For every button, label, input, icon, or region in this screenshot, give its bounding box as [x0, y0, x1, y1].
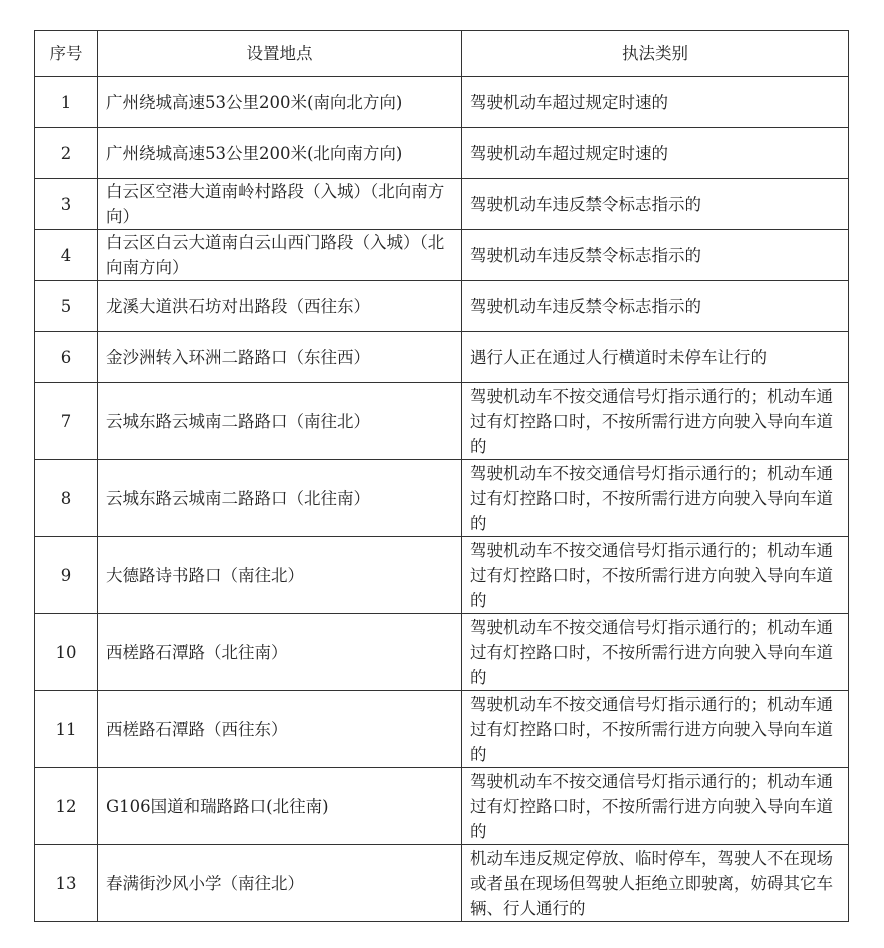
- table-row: [35, 460, 849, 537]
- row-category: 驾驶机动车不按交通信号灯指示通行的；机动车通过有灯控路口时，不按所需行进方向驶入导向车道的: [470, 694, 833, 764]
- row-category: 驾驶机动车不按交通信号灯指示通行的；机动车通过有灯控路口时，不按所需行进方向驶入导向车道的: [470, 463, 833, 533]
- row-location: 西槎路石潭路（西往东）: [106, 719, 288, 739]
- row-category: 驾驶机动车不按交通信号灯指示通行的；机动车通过有灯控路口时，不按所需行进方向驶入导向车道的: [470, 386, 833, 456]
- table-row: [35, 77, 849, 128]
- header-location: 设置地点: [98, 31, 462, 77]
- row-location: G106国道和瑞路路口(北往南): [106, 796, 329, 816]
- row-number: 5: [60, 296, 72, 316]
- row-location: 云城东路云城南二路路口（南往北）: [106, 411, 370, 431]
- table-row: [35, 614, 849, 691]
- row-category: 驾驶机动车不按交通信号灯指示通行的；机动车通过有灯控路口时，不按所需行进方向驶入导向车道的: [470, 617, 833, 687]
- row-number: 11: [55, 719, 77, 739]
- row-location: 云城东路云城南二路路口（北往南）: [106, 488, 370, 508]
- row-category: 驾驶机动车违反禁令标志指示的: [470, 194, 701, 214]
- row-number: 7: [60, 411, 72, 431]
- row-location: 春满街沙风小学（南往北）: [106, 873, 304, 893]
- row-location: 广州绕城高速53公里200米(南向北方向): [106, 92, 403, 112]
- table-row: [35, 281, 849, 332]
- table-row: [35, 537, 849, 614]
- row-location: 大德路诗书路口（南往北）: [106, 565, 304, 585]
- header-category: 执法类别: [462, 31, 849, 77]
- row-number: 4: [60, 245, 72, 265]
- row-location: 龙溪大道洪石坊对出路段（西往东）: [106, 296, 370, 316]
- row-category: 驾驶机动车违反禁令标志指示的: [470, 296, 701, 316]
- row-number: 10: [55, 642, 77, 662]
- table-row: [35, 128, 849, 179]
- row-category: 驾驶机动车超过规定时速的: [470, 92, 668, 112]
- row-number: 8: [60, 488, 72, 508]
- row-location: 白云区白云大道南白云山西门路段（入城）（北向南方向）: [106, 233, 445, 277]
- row-number: 12: [55, 796, 77, 816]
- row-number: 2: [60, 143, 72, 163]
- table-row: [35, 332, 849, 383]
- row-category: 驾驶机动车不按交通信号灯指示通行的；机动车通过有灯控路口时，不按所需行进方向驶入导向车道的: [470, 540, 833, 610]
- row-number: 3: [60, 194, 72, 214]
- row-location: 金沙洲转入环洲二路路口（东往西）: [106, 347, 370, 367]
- row-location: 西槎路石潭路（北往南）: [106, 642, 288, 662]
- table-header-row: [35, 31, 849, 77]
- row-location: 广州绕城高速53公里200米(北向南方向): [106, 143, 403, 163]
- table-row: [35, 230, 849, 281]
- row-category: 驾驶机动车超过规定时速的: [470, 143, 668, 163]
- row-category: 驾驶机动车违反禁令标志指示的: [470, 245, 701, 265]
- row-number: 13: [55, 873, 77, 893]
- row-category: 驾驶机动车不按交通信号灯指示通行的；机动车通过有灯控路口时，不按所需行进方向驶入导向车道的: [470, 771, 833, 841]
- table-row: [35, 179, 849, 230]
- table-row: [35, 845, 849, 922]
- header-no: 序号: [35, 31, 98, 77]
- table-row: [35, 691, 849, 768]
- row-category: 遇行人正在通过人行横道时未停车让行的: [470, 347, 767, 367]
- row-number: 1: [60, 92, 72, 112]
- table-row: [35, 383, 849, 460]
- row-location: 白云区空港大道南岭村路段（入城）（北向南方向）: [106, 182, 445, 226]
- enforcement-table: [34, 30, 849, 922]
- table-row: [35, 768, 849, 845]
- row-category: 机动车违反规定停放、临时停车，驾驶人不在现场或者虽在现场但驾驶人拒绝立即驶离，妨碍其它车辆、行人通行的: [470, 848, 833, 918]
- row-number: 6: [60, 347, 72, 367]
- row-number: 9: [60, 565, 72, 585]
